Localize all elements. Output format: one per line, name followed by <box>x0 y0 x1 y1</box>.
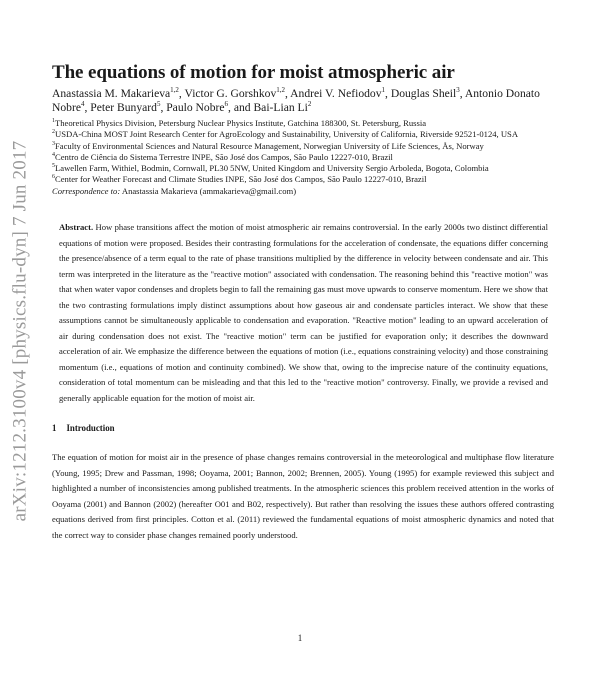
author-name: Douglas Sheil <box>390 87 457 100</box>
author-affiliation-marker: 1,2 <box>276 86 285 95</box>
author-separator: , <box>285 87 291 100</box>
arxiv-side-stamp <box>8 96 32 566</box>
abstract-text: How phase transitions affect the motion of moist atmospheric air remains controversial. In the early 2000s two distinct differential equations of motion were proposed. Besides their contrasting formulations for the acceleration of condensate, the equations differ concerning the presence/absence of a term equal to the rate of phase transitions multiplied by the difference in velocity between condensate and air. This term was interpreted in the literature as the "reactive motion" associated with condensation. The reasoning behind this "reactive motion" was that when water vapor condenses and droplets begin to fall the remaining gas must move upwards to conserve momentum. Here we show that the two contrasting formulations imply distinct assumptions about how gaseous air and condensate particles interact. We show that these assumptions cannot be simultaneously applicable to condensation and evaporation. "Reactive motion" leading to an upward acceleration of air during condensation does not exist. The "reactive motion" term can be justified for evaporation only; it describes the downward acceleration of air. We emphasize the difference between the equations of motion (i.e., equations constraining velocity) and those constraining momentum (i.e., equations of motion and continuity combined). We show that, owing to the imprecise nature of the continuity equations, consideration of total momentum can be misleading and that this led to the "reactive motion" controversy. Finally, we provide a revised and generally applicable equation for the motion of moist air. <box>59 222 548 403</box>
affiliation-item <box>52 174 554 185</box>
affiliation-text: Centro de Ciência do Sistema Terrestre INPE, São José dos Campos, São Paulo 12227-010, Brazil <box>55 151 393 162</box>
author-separator: , <box>160 101 167 114</box>
abstract <box>59 220 548 406</box>
author-name: Peter Bunyard <box>90 101 157 114</box>
affiliation-text: Lawellen Farm, Withiel, Bodmin, Cornwall, PL30 5NW, United Kingdom and University Sergio Arboleda, Bogota, Colombia <box>55 163 489 174</box>
paper-page <box>52 62 554 543</box>
paper-title: The equations of motion for moist atmospheric air <box>52 62 455 83</box>
affiliation-text: USDA-China MOST Joint Research Center for AgroEcology and Sustainability, University of California, Riverside 92521-0124, USA <box>55 129 519 140</box>
author-affiliation-marker: 5 <box>156 100 161 109</box>
author-name: Bai-Lian Li <box>253 101 308 114</box>
page-number: 1 <box>297 633 303 643</box>
affiliation-list <box>52 118 554 186</box>
author-name: Anastassia M. Makarieva <box>52 87 171 100</box>
affiliation-marker: 2 <box>52 129 55 136</box>
author-name: Victor G. Gorshkov <box>184 87 277 100</box>
author-separator: , <box>84 101 91 114</box>
author-separator: , and <box>228 101 254 114</box>
author-affiliation-marker: 4 <box>80 100 85 109</box>
affiliation-text: Theoretical Physics Division, Petersburg Nuclear Physics Institute, Gatchina 188300, St. Petersburg, Russia <box>55 118 427 128</box>
affiliation-item <box>52 152 554 163</box>
affiliation-item <box>52 118 554 129</box>
author-name: Andrei V. Nefiodov <box>290 87 382 100</box>
author-separator: , <box>459 87 465 100</box>
author-affiliation-marker: 6 <box>224 100 229 109</box>
author-affiliation-marker: 1 <box>381 86 386 95</box>
correspondence-value: Anastassia Makarieva (ammakarieva@gmail.com) <box>120 185 297 196</box>
affiliation-marker: 3 <box>52 140 55 147</box>
section-heading <box>52 423 554 433</box>
affiliation-item <box>52 163 554 174</box>
affiliation-marker: 6 <box>52 174 55 181</box>
correspondence-label: Correspondence to: <box>52 185 121 196</box>
affiliation-marker: 4 <box>52 152 55 159</box>
abstract-label: Abstract. <box>59 222 94 233</box>
author-name: Paulo Nobre <box>166 101 225 114</box>
author-affiliation-marker: 1,2 <box>170 86 179 95</box>
introduction-paragraph: The equation of motion for moist air in the presence of phase changes remains controversial in the meteorological and multiphase flow literature (Young, 1995; Drew and Passman, 1998; Ooyama, 2001; Bannon, 2002; Brennen, 2005). Young (1995) for example reviewed this subject and highlighted a number of inconsistencies among published treatments. In the atmospheric sciences this problem received attention in the works of Ooyama (2001) and Bannon (2002) (hereafter O01 and B02, respectively). But rather than resolving the issues these authors offered contrasting equations derived from first principles. Cotton et al. (2011) reviewed the fundamental equations of moist atmospheric dynamics and noted that the correct way to consider phase changes remained poorly understood. <box>52 452 554 540</box>
affiliation-marker: 1 <box>52 118 55 125</box>
affiliation-text: Faculty of Environmental Sciences and Natural Resource Management, Norwegian University of Life Sciences, Ås, Norway <box>55 140 484 151</box>
affiliation-item <box>52 141 554 152</box>
affiliation-item <box>52 129 554 140</box>
arxiv-identifier: arXiv:1212.3100v4 [physics.flu-dyn] 7 Jun 2017 <box>9 140 31 522</box>
section-number: 1 <box>52 423 57 434</box>
section-title: Introduction <box>66 423 115 434</box>
correspondence <box>52 186 554 197</box>
author-name: Antonio Donato Nobre <box>52 87 540 114</box>
author-separator: , <box>178 87 185 100</box>
author-separator: , <box>385 87 391 100</box>
author-affiliation-marker: 2 <box>307 100 312 109</box>
affiliation-text: Center for Weather Forecast and Climate Studies INPE, São José dos Campos, São Paulo 12227-010, Brazil <box>55 174 427 185</box>
affiliation-marker: 5 <box>52 163 55 170</box>
author-affiliation-marker: 3 <box>456 86 460 95</box>
author-list <box>52 87 552 115</box>
